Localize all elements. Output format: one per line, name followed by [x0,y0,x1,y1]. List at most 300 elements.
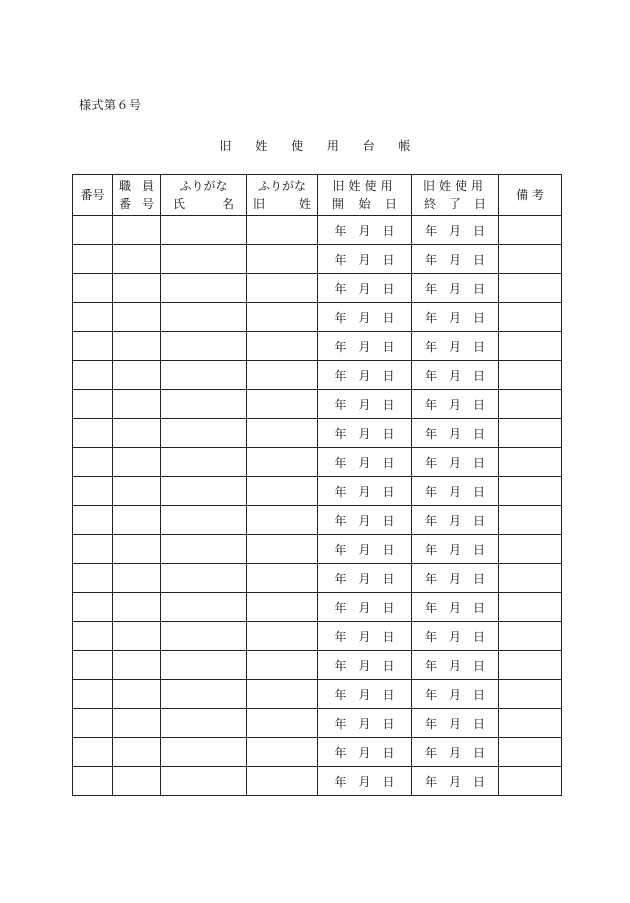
cell-remarks[interactable] [499,622,562,651]
cell-staff-number[interactable] [113,361,161,390]
date-label: 年 [334,426,347,441]
cell-name[interactable] [161,680,247,709]
date-label: 日 [382,397,395,412]
date-label: 月 [358,600,371,615]
date-label: 年 [334,658,347,673]
date-label: 年 [334,687,347,702]
cell-number[interactable] [73,448,113,477]
date-label: 日 [382,658,395,673]
cell-name[interactable] [161,274,247,303]
date-label: 日 [472,658,485,673]
cell-end-date[interactable] [412,216,499,245]
header-old-name: ふりがな 旧 姓 [247,175,318,216]
date-placeholder [425,541,485,558]
date-label: 年 [425,687,438,702]
cell-remarks[interactable] [499,332,562,361]
cell-end-date[interactable] [412,245,499,274]
date-label: 年 [334,339,347,354]
cell-end-date[interactable] [412,622,499,651]
date-label: 月 [448,600,461,615]
date-label: 日 [472,542,485,557]
table-row [73,477,562,506]
cell-end-date[interactable] [412,390,499,419]
cell-end-date[interactable] [412,361,499,390]
cell-name[interactable] [161,767,247,796]
cell-end-date[interactable] [412,477,499,506]
date-label: 年 [425,629,438,644]
date-label: 月 [448,658,461,673]
cell-remarks[interactable] [499,651,562,680]
date-placeholder [425,773,485,790]
ledger-table [72,174,562,796]
date-label: 年 [425,455,438,470]
cell-staff-number[interactable] [113,332,161,361]
cell-remarks[interactable] [499,419,562,448]
cell-remarks[interactable] [499,274,562,303]
cell-old-name[interactable] [247,448,318,477]
cell-end-date[interactable] [412,332,499,361]
date-placeholder [335,715,395,732]
date-label: 日 [382,484,395,499]
cell-name[interactable] [161,390,247,419]
date-placeholder [335,309,395,326]
cell-number[interactable] [73,303,113,332]
date-label: 年 [334,716,347,731]
date-label: 日 [472,484,485,499]
cell-staff-number[interactable] [113,419,161,448]
cell-remarks[interactable] [499,535,562,564]
cell-remarks[interactable] [499,593,562,622]
date-label: 日 [382,252,395,267]
cell-remarks[interactable] [499,390,562,419]
date-placeholder [425,657,485,674]
date-placeholder [425,454,485,471]
cell-remarks[interactable] [499,738,562,767]
cell-end-date[interactable] [412,767,499,796]
date-label: 月 [358,426,371,441]
date-label: 年 [334,455,347,470]
date-label: 年 [334,281,347,296]
table-row [73,303,562,332]
date-label: 日 [382,774,395,789]
date-label: 月 [448,629,461,644]
cell-name[interactable] [161,477,247,506]
date-label: 月 [448,455,461,470]
date-placeholder [335,628,395,645]
date-label: 月 [358,455,371,470]
cell-end-date[interactable] [412,680,499,709]
cell-number[interactable] [73,535,113,564]
date-label: 年 [425,571,438,586]
date-label: 日 [382,716,395,731]
cell-name[interactable] [161,564,247,593]
table-row [73,506,562,535]
cell-staff-number[interactable] [113,303,161,332]
date-label: 日 [472,339,485,354]
cell-remarks[interactable] [499,361,562,390]
date-label: 日 [472,426,485,441]
date-label: 月 [448,571,461,586]
table-row [73,651,562,680]
table-row [73,564,562,593]
date-label: 月 [358,397,371,412]
cell-number[interactable] [73,332,113,361]
date-label: 日 [382,542,395,557]
cell-staff-number[interactable] [113,245,161,274]
date-label: 年 [425,426,438,441]
table-row [73,709,562,738]
cell-start-date[interactable] [318,680,412,709]
cell-old-name[interactable] [247,216,318,245]
header-number: 番号 [73,175,113,216]
date-label: 日 [472,223,485,238]
date-label: 月 [448,484,461,499]
cell-old-name[interactable] [247,274,318,303]
cell-remarks[interactable] [499,477,562,506]
date-placeholder [425,686,485,703]
date-label: 年 [425,281,438,296]
cell-remarks[interactable] [499,216,562,245]
header-end-date: 旧姓使用 終 了 日 [412,175,499,216]
cell-end-date[interactable] [412,593,499,622]
cell-old-name[interactable] [247,622,318,651]
cell-old-name[interactable] [247,361,318,390]
table-row [73,738,562,767]
cell-old-name[interactable] [247,332,318,361]
cell-number[interactable] [73,593,113,622]
date-placeholder [335,280,395,297]
cell-number[interactable] [73,738,113,767]
date-label: 日 [472,629,485,644]
date-label: 日 [472,252,485,267]
date-label: 月 [358,252,371,267]
date-placeholder [425,425,485,442]
date-label: 月 [448,513,461,528]
cell-start-date[interactable] [318,332,412,361]
document-title: 旧 姓 使 用 台 帳 [219,139,421,153]
table-row [73,216,562,245]
cell-name[interactable] [161,303,247,332]
cell-start-date[interactable] [318,448,412,477]
cell-staff-number[interactable] [113,651,161,680]
cell-end-date[interactable] [412,303,499,332]
cell-old-name[interactable] [247,390,318,419]
table-row [73,448,562,477]
date-label: 日 [472,310,485,325]
cell-end-date[interactable] [412,448,499,477]
date-label: 日 [472,513,485,528]
date-label: 月 [448,426,461,441]
cell-staff-number[interactable] [113,448,161,477]
cell-number[interactable] [73,361,113,390]
cell-name[interactable] [161,332,247,361]
date-label: 日 [382,571,395,586]
cell-old-name[interactable] [247,245,318,274]
date-label: 年 [425,368,438,383]
date-placeholder [425,367,485,384]
cell-name[interactable] [161,506,247,535]
cell-number[interactable] [73,274,113,303]
cell-start-date[interactable] [318,738,412,767]
cell-number[interactable] [73,506,113,535]
cell-start-date[interactable] [318,216,412,245]
date-label: 日 [472,716,485,731]
cell-number[interactable] [73,216,113,245]
date-label: 日 [382,426,395,441]
date-placeholder [335,454,395,471]
date-label: 月 [358,310,371,325]
date-label: 月 [448,542,461,557]
date-label: 年 [425,658,438,673]
date-label: 日 [382,600,395,615]
date-label: 年 [425,745,438,760]
cell-name[interactable] [161,709,247,738]
date-label: 日 [382,339,395,354]
date-label: 月 [358,745,371,760]
cell-name[interactable] [161,216,247,245]
cell-number[interactable] [73,767,113,796]
date-placeholder [425,251,485,268]
cell-old-name[interactable] [247,651,318,680]
date-label: 日 [382,455,395,470]
cell-start-date[interactable] [318,564,412,593]
cell-staff-number[interactable] [113,564,161,593]
cell-remarks[interactable] [499,767,562,796]
date-label: 月 [448,397,461,412]
date-label: 年 [334,745,347,760]
date-label: 年 [425,716,438,731]
date-label: 年 [425,223,438,238]
cell-number[interactable] [73,709,113,738]
date-label: 月 [358,542,371,557]
date-label: 日 [472,397,485,412]
header-remarks: 備 考 [499,175,562,216]
header-name: ふりがな 氏 名 [161,175,247,216]
date-placeholder [425,715,485,732]
date-placeholder [335,657,395,674]
date-placeholder [335,773,395,790]
date-placeholder [425,222,485,239]
date-label: 年 [425,542,438,557]
date-placeholder [425,309,485,326]
date-label: 月 [358,658,371,673]
cell-name[interactable] [161,651,247,680]
cell-staff-number[interactable] [113,274,161,303]
table-row [73,332,562,361]
date-label: 年 [425,339,438,354]
date-label: 年 [334,252,347,267]
date-label: 月 [358,484,371,499]
date-label: 年 [425,397,438,412]
date-label: 月 [358,223,371,238]
cell-staff-number[interactable] [113,535,161,564]
date-label: 日 [472,600,485,615]
cell-start-date[interactable] [318,245,412,274]
cell-number[interactable] [73,419,113,448]
date-label: 月 [358,629,371,644]
form-number: 様式第６号 [79,98,142,112]
cell-start-date[interactable] [318,303,412,332]
cell-end-date[interactable] [412,651,499,680]
cell-start-date[interactable] [318,390,412,419]
cell-name[interactable] [161,448,247,477]
date-placeholder [335,744,395,761]
cell-start-date[interactable] [318,767,412,796]
date-placeholder [335,222,395,239]
date-placeholder [335,396,395,413]
cell-start-date[interactable] [318,593,412,622]
cell-old-name[interactable] [247,303,318,332]
cell-end-date[interactable] [412,274,499,303]
date-label: 年 [425,513,438,528]
cell-remarks[interactable] [499,506,562,535]
date-placeholder [425,280,485,297]
cell-staff-number[interactable] [113,738,161,767]
cell-staff-number[interactable] [113,767,161,796]
date-placeholder [425,744,485,761]
cell-number[interactable] [73,622,113,651]
cell-name[interactable] [161,593,247,622]
cell-old-name[interactable] [247,680,318,709]
date-label: 日 [472,571,485,586]
date-label: 年 [334,600,347,615]
date-label: 年 [334,484,347,499]
cell-name[interactable] [161,738,247,767]
date-label: 年 [334,629,347,644]
date-label: 年 [425,310,438,325]
cell-staff-number[interactable] [113,593,161,622]
cell-start-date[interactable] [318,622,412,651]
cell-end-date[interactable] [412,506,499,535]
date-placeholder [425,599,485,616]
cell-staff-number[interactable] [113,506,161,535]
cell-start-date[interactable] [318,709,412,738]
date-label: 日 [382,281,395,296]
date-label: 月 [448,252,461,267]
date-label: 月 [448,223,461,238]
cell-old-name[interactable] [247,709,318,738]
date-placeholder [425,483,485,500]
date-label: 年 [425,252,438,267]
date-label: 年 [334,368,347,383]
cell-name[interactable] [161,245,247,274]
cell-name[interactable] [161,622,247,651]
date-placeholder [425,628,485,645]
table-row [73,361,562,390]
cell-number[interactable] [73,564,113,593]
date-label: 日 [472,368,485,383]
cell-start-date[interactable] [318,274,412,303]
cell-staff-number[interactable] [113,680,161,709]
cell-staff-number[interactable] [113,216,161,245]
header-row [73,175,562,216]
date-label: 日 [382,513,395,528]
cell-end-date[interactable] [412,564,499,593]
cell-remarks[interactable] [499,245,562,274]
date-label: 年 [334,310,347,325]
date-placeholder [425,338,485,355]
date-label: 年 [334,571,347,586]
cell-number[interactable] [73,651,113,680]
cell-end-date[interactable] [412,738,499,767]
table-row [73,274,562,303]
cell-start-date[interactable] [318,506,412,535]
date-placeholder [335,483,395,500]
cell-number[interactable] [73,390,113,419]
date-label: 月 [448,687,461,702]
cell-old-name[interactable] [247,506,318,535]
cell-old-name[interactable] [247,564,318,593]
date-placeholder [425,512,485,529]
cell-start-date[interactable] [318,419,412,448]
cell-old-name[interactable] [247,477,318,506]
date-label: 日 [472,687,485,702]
cell-old-name[interactable] [247,767,318,796]
date-label: 月 [448,716,461,731]
table-row [73,622,562,651]
cell-name[interactable] [161,419,247,448]
cell-end-date[interactable] [412,419,499,448]
date-label: 月 [358,513,371,528]
cell-start-date[interactable] [318,651,412,680]
date-label: 月 [358,339,371,354]
date-placeholder [335,686,395,703]
date-label: 日 [382,745,395,760]
date-label: 月 [358,368,371,383]
date-placeholder [335,367,395,384]
cell-name[interactable] [161,535,247,564]
date-placeholder [335,570,395,587]
date-label: 月 [358,687,371,702]
cell-staff-number[interactable] [113,709,161,738]
date-placeholder [425,570,485,587]
cell-old-name[interactable] [247,593,318,622]
date-label: 月 [448,368,461,383]
cell-name[interactable] [161,361,247,390]
cell-old-name[interactable] [247,535,318,564]
cell-remarks[interactable] [499,303,562,332]
date-label: 月 [448,281,461,296]
cell-number[interactable] [73,245,113,274]
cell-number[interactable] [73,477,113,506]
cell-start-date[interactable] [318,477,412,506]
cell-staff-number[interactable] [113,477,161,506]
date-label: 年 [425,774,438,789]
date-label: 日 [472,455,485,470]
cell-staff-number[interactable] [113,622,161,651]
cell-remarks[interactable] [499,709,562,738]
cell-number[interactable] [73,680,113,709]
cell-remarks[interactable] [499,564,562,593]
table-row [73,767,562,796]
cell-old-name[interactable] [247,419,318,448]
date-label: 日 [382,310,395,325]
cell-end-date[interactable] [412,535,499,564]
cell-remarks[interactable] [499,448,562,477]
cell-old-name[interactable] [247,738,318,767]
cell-start-date[interactable] [318,361,412,390]
date-label: 年 [425,600,438,615]
date-placeholder [425,396,485,413]
cell-staff-number[interactable] [113,390,161,419]
cell-remarks[interactable] [499,680,562,709]
cell-end-date[interactable] [412,709,499,738]
date-label: 日 [472,281,485,296]
cell-start-date[interactable] [318,535,412,564]
date-label: 日 [472,774,485,789]
date-placeholder [335,541,395,558]
date-label: 日 [382,223,395,238]
